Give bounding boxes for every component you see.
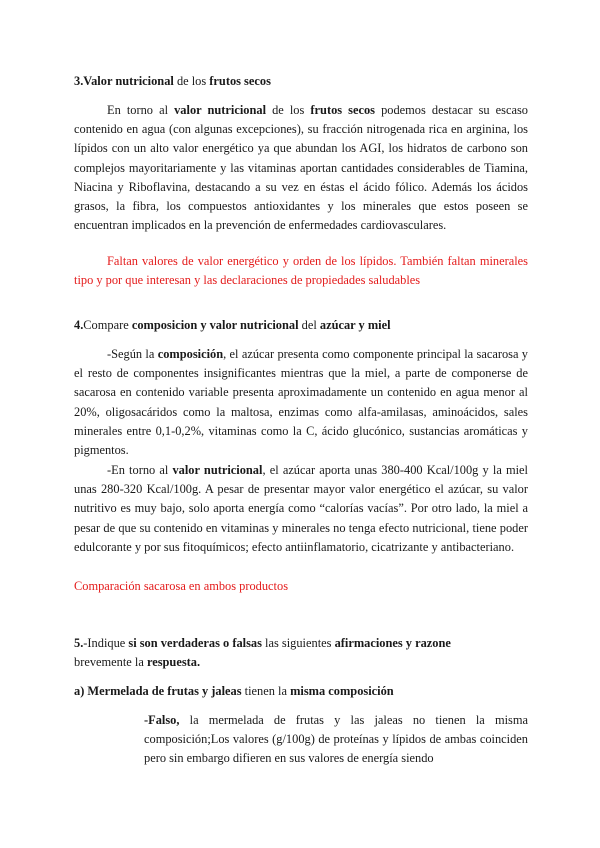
question-a-heading: a) Mermelada de frutas y jaleas tienen la misma composición [74, 684, 394, 698]
section-3-paragraph: En torno al valor nutricional de los frutos secos podemos destacar su escaso contenido en agua (con algunas excepciones), su fracción nitrogenada rica en arginina, los lípidos con un alto valor energético ya que abundan los AGI, los hidratos de carbono son complejos mayoritariamente y las vitaminas aportan cantidades considerables de Tiamina, Niacina y Riboflavina, destacando a su vez en éstas el ácido fólico. Además los ácidos grasos, la fibra, los compuestos antioxidantes y los minerales que estos poseen se encuentran implicados en la prevención de enfermedades cardiovasculares. [74, 103, 528, 233]
section-5-heading: 5.-Indique si son verdaderas o falsas las siguientes afirmaciones y razone brevemente la respuesta. [74, 636, 451, 670]
heading-bold: Valor nutricional [83, 74, 174, 88]
section-number: 4. [74, 318, 84, 332]
section-3-feedback-note: Faltan valores de valor energético y orden de los lípidos. También faltan minerales tipo y por que interesan y las declaraciones de propiedades saludables [74, 254, 528, 288]
heading-text: de los [173, 74, 210, 88]
section-number: 3. [74, 74, 84, 88]
section-number: 5. [74, 636, 84, 650]
section-4-heading: 4.Compare composicion y valor nutricional del azúcar y miel [74, 318, 391, 332]
heading-bold: frutos secos [209, 74, 271, 88]
section-4-composition-paragraph: -Según la composición, el azúcar presenta como componente principal la sacarosa y el resto de componentes insignificantes mientras que la miel, a parte de componerse de sacarosa en contenido variable presenta aproximadamente un contenido en agua menor al 20%, oligosacáridos como la maltosa, enzimas como alfa-amilasas, aminoácidos, sales minerales entre 0,1-0,2%, vitaminas como la C, ácido glucónico, sustancias aromáticas y pigmentos. [74, 347, 528, 458]
section-4-nutrition-paragraph: -En torno al valor nutricional, el azúcar aporta unas 380-400 Kcal/100g y la miel unas 280-320 Kcal/100g. A pesar de presentar mayor valor energético el azúcar, su valor nutritivo es muy bajo, solo aporta energía como “calorías vacías”. Por otro lado, la miel a pesar de que su contenido en vitaminas y minerales no tenga efecto nutricional, tiene poder edulcorante y por sus fitoquímicos; efecto antiinflamatorio, cicatrizante y antibacteriano. [74, 463, 528, 554]
section-3-heading [74, 72, 528, 91]
question-a-answer: -Falso, la mermelada de frutas y las jaleas no tienen la misma composición;Los valores (g/100g) de proteínas y lípidos de ambas coinciden pero sin embargo difieren en sus valores de energía siendo [144, 713, 528, 766]
section-4-feedback-note: Comparación sacarosa en ambos productos [74, 579, 289, 593]
